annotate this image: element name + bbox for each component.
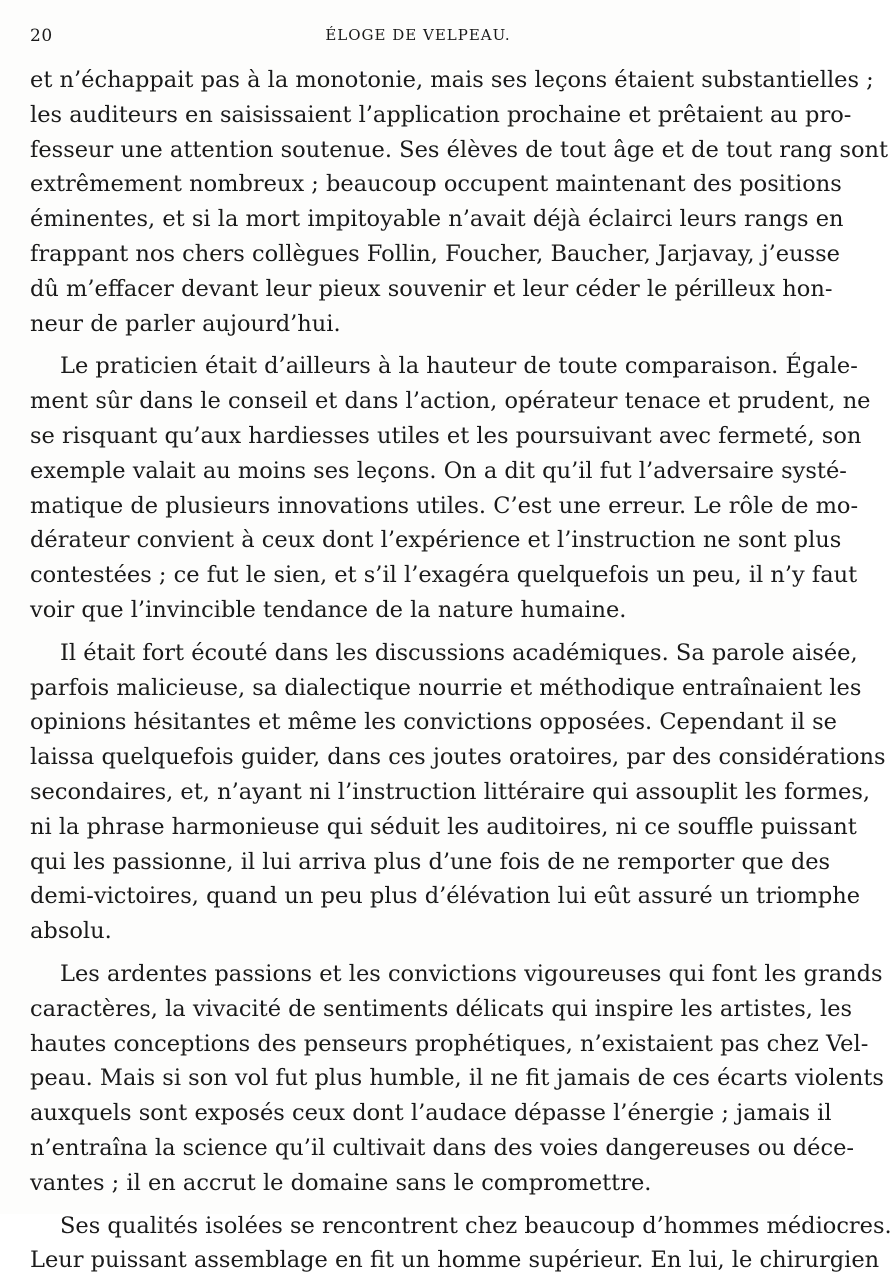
text-line: ment sûr dans le conseil et dans l’action, opérateur tenace et prudent, ne bbox=[30, 384, 782, 419]
text-line: ni la phrase harmonieuse qui séduit les auditoires, ni ce souffle puissant bbox=[30, 810, 782, 845]
text-line: les auditeurs en saisissaient l’application prochaine et prêtaient au pro- bbox=[30, 98, 782, 133]
text-line: secondaires, et, n’ayant ni l’instruction littéraire qui assouplit les formes, bbox=[30, 775, 782, 810]
text-line: Leur puissant assemblage en fit un homme supérieur. En lui, le chirurgien bbox=[30, 1243, 782, 1278]
text-line: frappant nos chers collègues Follin, Foucher, Baucher, Jarjavay, j’eusse bbox=[30, 237, 782, 272]
running-head bbox=[30, 26, 776, 48]
text-line: contestées ; ce fut le sien, et s’il l’exagéra quelquefois un peu, il n’y faut bbox=[30, 558, 782, 593]
body-text bbox=[30, 63, 782, 1278]
text-line: parfois malicieuse, sa dialectique nourrie et méthodique entraînaient les bbox=[30, 671, 782, 706]
running-title: ÉLOGE DE VELPEAU. bbox=[30, 26, 776, 44]
text-line: neur de parler aujourd’hui. bbox=[30, 307, 782, 342]
text-line: Le praticien était d’ailleurs à la hauteur de toute comparaison. Égale- bbox=[30, 349, 782, 384]
text-line: exemple valait au moins ses leçons. On a dit qu’il fut l’adversaire systé- bbox=[30, 454, 782, 489]
paragraph bbox=[30, 63, 782, 341]
text-line: éminentes, et si la mort impitoyable n’avait déjà éclairci leurs rangs en bbox=[30, 202, 782, 237]
text-line: hautes conceptions des penseurs prophétiques, n’existaient pas chez Vel- bbox=[30, 1027, 782, 1062]
paragraph-gap bbox=[30, 1201, 782, 1209]
paragraph-gap bbox=[30, 949, 782, 957]
paragraph bbox=[30, 1209, 782, 1278]
text-line: absolu. bbox=[30, 914, 782, 949]
text-line: demi-victoires, quand un peu plus d’élévation lui eût assuré un triomphe bbox=[30, 879, 782, 914]
paragraph-gap bbox=[30, 341, 782, 349]
text-line: voir que l’invincible tendance de la nature humaine. bbox=[30, 593, 782, 628]
text-line: dû m’effacer devant leur pieux souvenir et leur céder le périlleux hon- bbox=[30, 272, 782, 307]
text-line: laissa quelquefois guider, dans ces joutes oratoires, par des considérations bbox=[30, 740, 782, 775]
text-line: auxquels sont exposés ceux dont l’audace dépasse l’énergie ; jamais il bbox=[30, 1096, 782, 1131]
text-line: vantes ; il en accrut le domaine sans le compromettre. bbox=[30, 1166, 782, 1201]
paragraph-gap bbox=[30, 628, 782, 636]
text-line: se risquant qu’aux hardiesses utiles et les poursuivant avec fermeté, son bbox=[30, 419, 782, 454]
text-line: dérateur convient à ceux dont l’expérience et l’instruction ne sont plus bbox=[30, 523, 782, 558]
text-line: n’entraîna la science qu’il cultivait dans des voies dangereuses ou déce- bbox=[30, 1131, 782, 1166]
text-line: Il était fort écouté dans les discussions académiques. Sa parole aisée, bbox=[30, 636, 782, 671]
paragraph bbox=[30, 349, 782, 627]
text-line: fesseur une attention soutenue. Ses élèves de tout âge et de tout rang sont bbox=[30, 133, 782, 168]
text-line: Les ardentes passions et les convictions vigoureuses qui font les grands bbox=[30, 957, 782, 992]
page-number: 20 bbox=[30, 26, 53, 46]
text-line: caractères, la vivacité de sentiments délicats qui inspire les artistes, les bbox=[30, 992, 782, 1027]
text-line: matique de plusieurs innovations utiles. C’est une erreur. Le rôle de mo- bbox=[30, 489, 782, 524]
paragraph bbox=[30, 636, 782, 949]
text-line: opinions hésitantes et même les convictions opposées. Cependant il se bbox=[30, 705, 782, 740]
text-line: peau. Mais si son vol fut plus humble, il ne fit jamais de ces écarts violents bbox=[30, 1061, 782, 1096]
text-line: extrêmement nombreux ; beaucoup occupent maintenant des positions bbox=[30, 167, 782, 202]
text-line: et n’échappait pas à la monotonie, mais ses leçons étaient substantielles ; bbox=[30, 63, 782, 98]
text-line: Ses qualités isolées se rencontrent chez beaucoup d’hommes médiocres. bbox=[30, 1209, 782, 1244]
text-line: qui les passionne, il lui arriva plus d’une fois de ne remporter que des bbox=[30, 845, 782, 880]
paragraph bbox=[30, 957, 782, 1201]
